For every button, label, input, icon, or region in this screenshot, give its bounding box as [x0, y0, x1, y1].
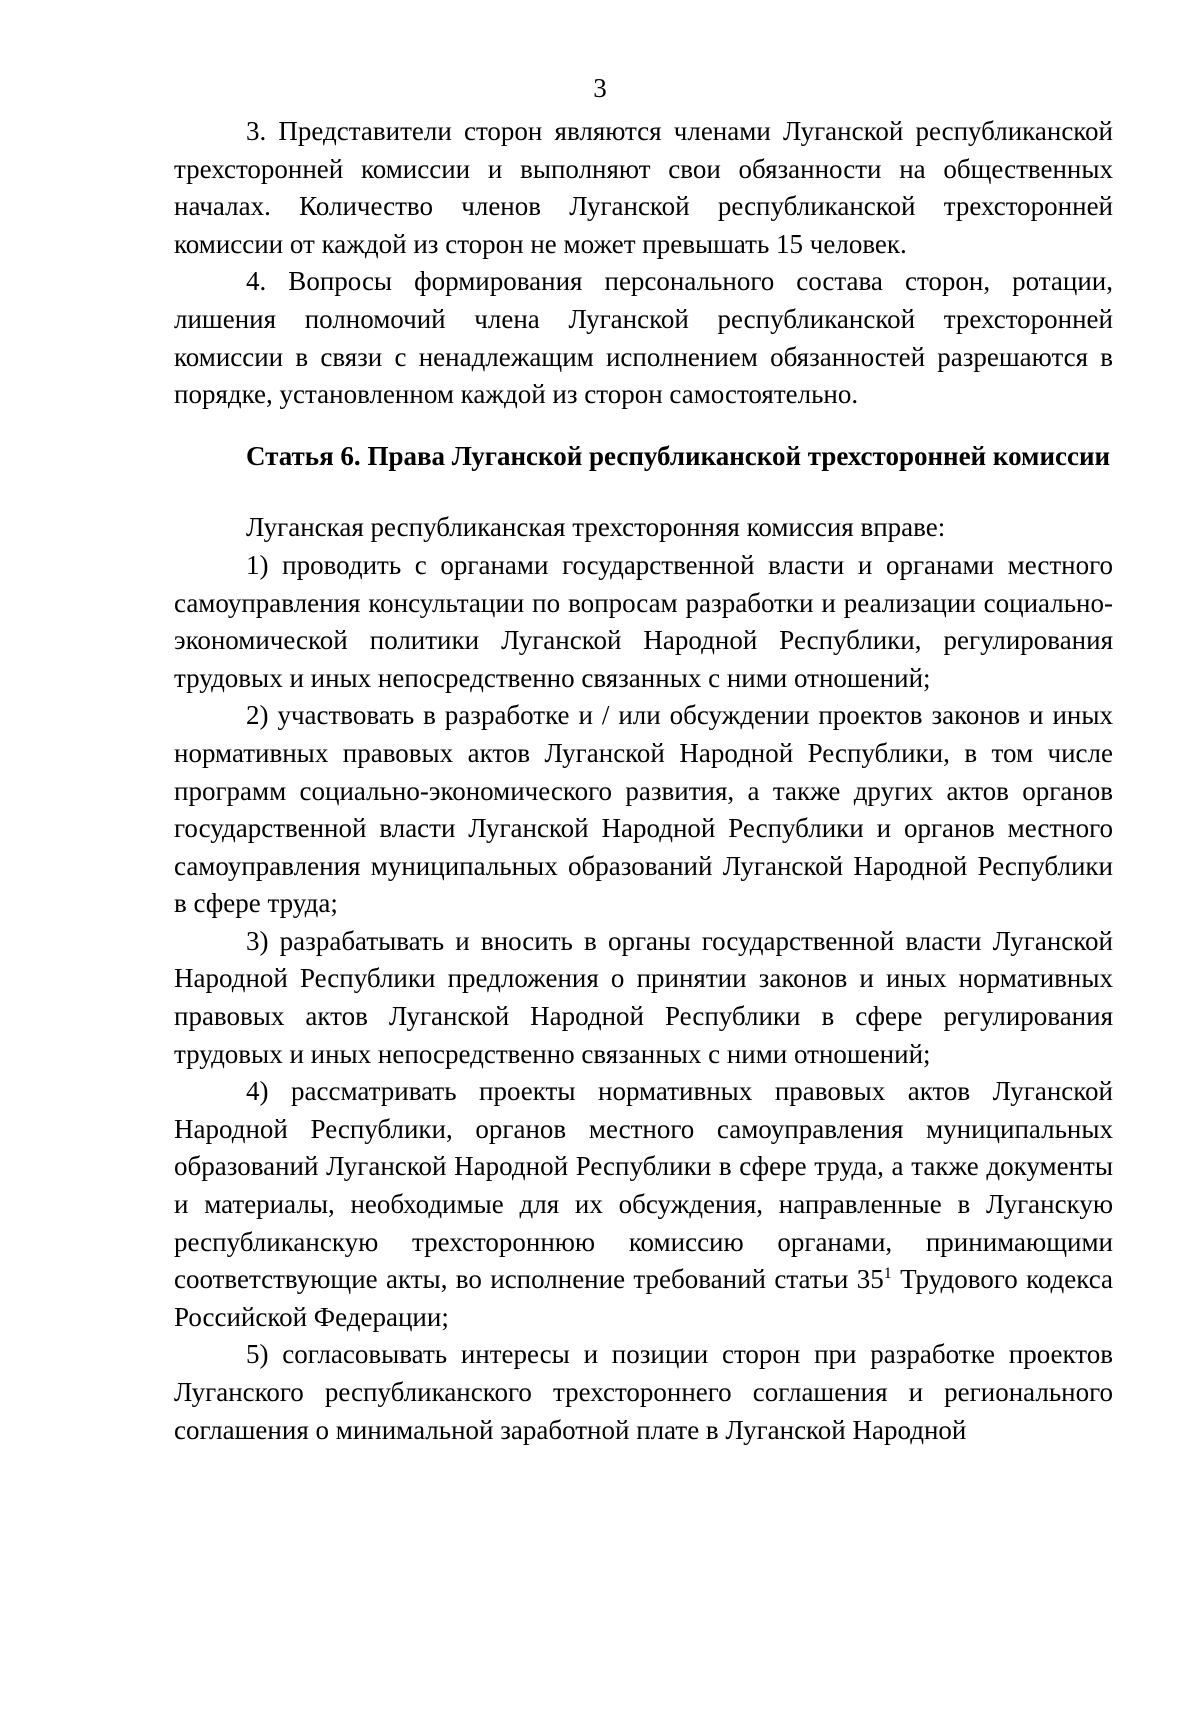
list-item-1: 1) проводить с органами государственной власти и органами местного самоуправления консультации по вопросам разработки и реализации социально-экономической политики Луганской Народной Республики, регулирования трудовых и иных непосредственно связанных с ними отношений; [174, 549, 1113, 693]
paragraph-3: 3. Представители сторон являются членами Луганской республиканской трехсторонней комиссии и выполняют свои обязанности на общественных началах. Количество членов Луганской республиканской трехсторонней комиссии от каждой из сторон не может превышать 15 человек. [174, 116, 1113, 259]
list-item-3: 3) разрабатывать и вносить в органы государственной власти Луганской Народной Республики предложения о принятии законов и иных нормативных правовых актов Луганской Народной Республики в сфере регулирования трудовых и иных непосредственно связанных с ними отношений; [174, 925, 1113, 1069]
list-item-4 [174, 1073, 1113, 1336]
list-item-2: 2) участвовать в разработке и / или обсуждении проектов законов и иных нормативных правовых актов Луганской Народной Республики, в том числе программ социально-экономического развития, а также других актов органов государственной власти Луганской Народной Республики и органов местного самоуправления муниципальных образований Луганской Народной Республики в сфере труда; [174, 700, 1113, 919]
list-item-4-tail: Трудового кодекса Российской Федерации; [174, 1264, 1114, 1332]
list-item-4-text: 4) рассматривать проекты нормативных правовых актов Луганской Народной Республики, органов местного самоуправления муниципальных образований Луганской Народной Республики в сфере труда, а также документы и материалы, необходимые для их обсуждения, направленные в Луганскую республиканскую трехстороннюю комиссию органами, принимающими соответствующие акты, во исполнение требований статьи 35 [174, 1076, 1113, 1295]
list-item-5: 5) согласовывать интересы и позиции сторон при разработке проектов Луганского республиканского трехстороннего соглашения и регионального соглашения о минимальной заработной плате в Луганской Народной [174, 1339, 1113, 1445]
paragraph-4: 4. Вопросы формирования персонального состава сторон, ротации, лишения полномочий члена Луганской республиканской трехсторонней комиссии в связи с ненадлежащим исполнением обязанностей разрешаются в порядке, установленном каждой из сторон самостоятельно. [174, 266, 1113, 410]
article-number: Статья 6. [246, 440, 361, 471]
article-title: Права Луганской республиканской трехсторонней комиссии [367, 440, 1111, 471]
article-superscript: 1 [883, 1265, 892, 1283]
page-number: 3 [593, 73, 607, 103]
article-heading [174, 438, 1113, 476]
document-body [174, 113, 1113, 1449]
article-intro: Луганская республиканская трехсторонняя комиссия вправе: [246, 512, 946, 543]
